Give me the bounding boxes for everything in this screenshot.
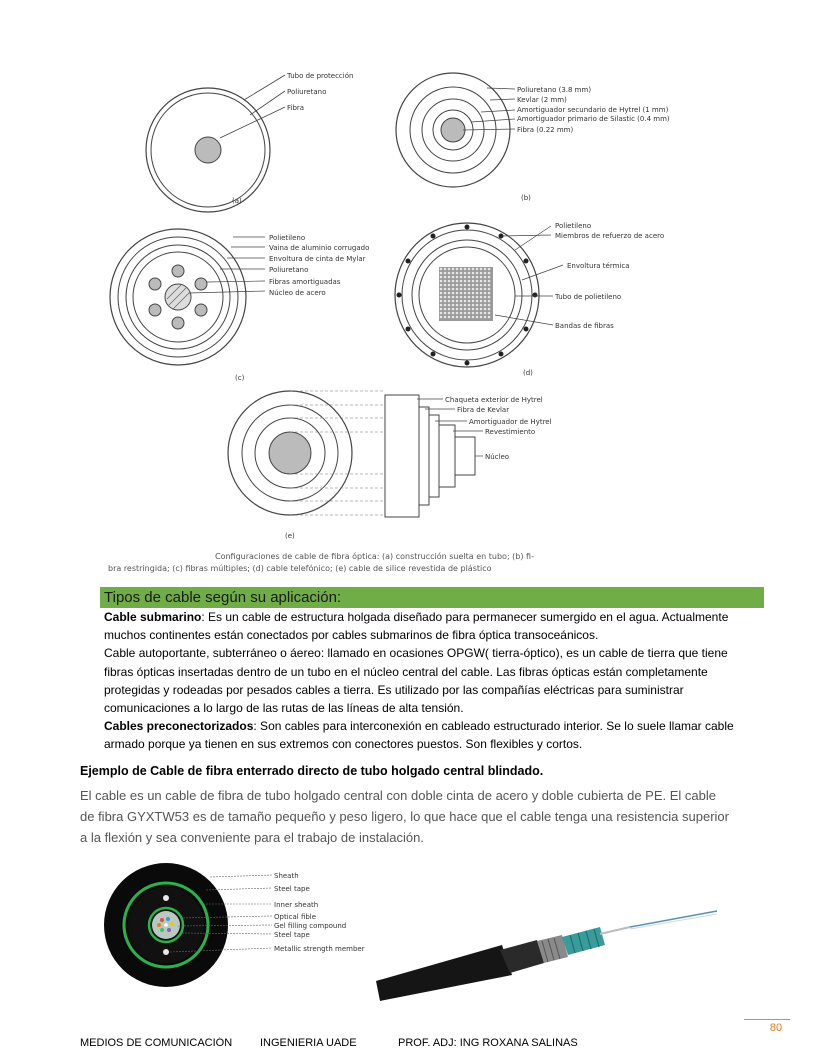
fiber-dot (484, 304, 487, 307)
fiber-dot (480, 300, 483, 303)
label-e-1: Chaqueta exterior de Hytrel (445, 396, 543, 404)
fiber-dot (440, 268, 443, 271)
label-b-5: Fibra (0.22 mm) (517, 126, 574, 134)
fiber-dot (488, 304, 491, 307)
leader-line (490, 99, 515, 100)
leader-line (481, 110, 515, 112)
term-preconectorizados: Cables preconectorizados (104, 719, 254, 734)
fiber-dot (488, 288, 491, 291)
fiber-grid (439, 267, 493, 321)
fiber-dot (488, 276, 491, 279)
fiber-dot (472, 272, 475, 275)
fiber-dot (464, 280, 467, 283)
fiber-dot (464, 276, 467, 279)
fiber-dot (452, 312, 455, 315)
fiber-dot (476, 308, 479, 311)
fiber-dot (460, 288, 463, 291)
fiber-dot (472, 280, 475, 283)
fiber-dot (440, 280, 443, 283)
fiber-core (441, 118, 465, 142)
leader-line (250, 91, 285, 115)
fiber-dot (444, 276, 447, 279)
fiber-dot (480, 296, 483, 299)
fiber-dot (452, 316, 455, 319)
fiber-dot (488, 300, 491, 303)
fiber-dot (484, 300, 487, 303)
fiber-dot (452, 304, 455, 307)
fiber-dot (440, 316, 443, 319)
fiber-dot (444, 268, 447, 271)
fiber-dot (480, 292, 483, 295)
fiber-dot (468, 316, 471, 319)
fiber-dot (464, 284, 467, 287)
photo-label: Sheath (274, 872, 299, 880)
photo-label: Optical fible (274, 913, 317, 921)
fiber-dot (456, 272, 459, 275)
paragraph-line: muchos continentes están conectados por cables submarinos de fibra óptica transoceánicos. (104, 628, 599, 643)
fiber-dot (468, 312, 471, 315)
fiber-dot (456, 312, 459, 315)
fiber-dot (468, 288, 471, 291)
photo-label: Inner sheath (274, 901, 319, 909)
fiber-dot (452, 292, 455, 295)
label-b-3: Amortiguador secundario de Hytrel (1 mm) (517, 106, 669, 114)
buffered-fiber (172, 317, 184, 329)
label-d-5: Bandas de fibras (555, 322, 614, 330)
fiber-strand (630, 914, 717, 929)
fiber-dot (448, 272, 451, 275)
fiber-dot (440, 284, 443, 287)
fiber-dot (464, 288, 467, 291)
fiber-dot (472, 288, 475, 291)
fiber-dot (456, 276, 459, 279)
paragraph-line: comunicaciones a lo largo de las rutas de las líneas de alta tensión. (104, 701, 464, 716)
fiber-dot (456, 300, 459, 303)
page-number: 80 (769, 1022, 783, 1034)
fiber-dot (488, 312, 491, 315)
buffered-fiber (195, 278, 207, 290)
photo-label: Gel filling compound (274, 922, 347, 930)
strength-member (163, 895, 169, 901)
footer-school: INGENIERIA UADE (260, 1037, 357, 1049)
fiber-dot (488, 296, 491, 299)
fiber-dot (480, 268, 483, 271)
fiber-dot (452, 296, 455, 299)
example-line: a la flexión y sea conveniente para el trabajo de instalación. (80, 830, 424, 845)
fiber-dot (464, 312, 467, 315)
fiber-dot (444, 316, 447, 319)
fiber-dot (484, 296, 487, 299)
figure-b-tight-buffered (395, 70, 725, 210)
fiber-dot (480, 276, 483, 279)
fiber-dot (440, 300, 443, 303)
leader-line (189, 291, 265, 293)
paragraph-text: : Son cables para interconexión en cableado estructurado interior. Se lo suele llamar cable (253, 719, 734, 734)
fiber-dot (444, 272, 447, 275)
fiber-dot (476, 292, 479, 295)
example-text (80, 785, 770, 848)
leader-line (503, 235, 551, 236)
fiber-dot (444, 280, 447, 283)
photo-label: Metallic strength member (274, 945, 365, 953)
fiber-dot (444, 292, 447, 295)
fiber-dot (468, 276, 471, 279)
buffered-fiber (172, 265, 184, 277)
fiber-dot (460, 280, 463, 283)
label-d-3: Envoltura térmica (567, 262, 630, 270)
figure-caption (108, 551, 668, 575)
label-b-1: Poliuretano (3.8 mm) (517, 86, 592, 94)
fiber-dot (452, 272, 455, 275)
cable-types-text (104, 608, 768, 754)
label-e-5: Núcleo (485, 453, 510, 461)
fiber-dot (456, 292, 459, 295)
label-fiber: Fibra (287, 104, 305, 112)
fiber-dot (460, 292, 463, 295)
fiber-dot (472, 308, 475, 311)
footer-professor: PROF. ADJ: ING ROXANA SALINAS (398, 1037, 578, 1049)
fiber-dot (444, 308, 447, 311)
fiber-dot (480, 272, 483, 275)
fiber-dot (444, 284, 447, 287)
figure-tag: (e) (285, 532, 295, 540)
fiber-dot (452, 268, 455, 271)
core-disc (269, 432, 311, 474)
fiber-dot (456, 316, 459, 319)
fiber-dot (460, 272, 463, 275)
fiber-dot (488, 308, 491, 311)
fiber-dot (452, 284, 455, 287)
fiber-dot (472, 300, 475, 303)
fiber-dot (472, 304, 475, 307)
paragraph-line: protegidas y rodeadas por pesados cables a tierra. Es utilizado por las compañías eléctricas para suministrar (104, 682, 684, 697)
fiber-dot (464, 272, 467, 275)
fiber-dot (468, 292, 471, 295)
fiber-dot (452, 288, 455, 291)
page-number-rule (744, 1019, 790, 1020)
fiber-dot (456, 288, 459, 291)
buffered-fiber (149, 304, 161, 316)
fiber-dot (484, 308, 487, 311)
fiber-dot (440, 276, 443, 279)
fiber-dot (460, 312, 463, 315)
label-e-4: Revestimiento (485, 428, 536, 436)
fiber-dot (484, 276, 487, 279)
paragraph-line (104, 717, 768, 735)
fiber-dot (484, 268, 487, 271)
fiber-dot (476, 284, 479, 287)
label-d-4: Tubo de polietileno (555, 293, 622, 301)
leader-line (487, 88, 515, 89)
label-b-4: Amortiguador primario de Silastic (0.4 mm) (517, 115, 670, 123)
fiber-dot (440, 312, 443, 315)
section-title: Tipos de cable según su aplicación: (100, 587, 764, 608)
fiber-dot (472, 276, 475, 279)
fiber-dot (448, 276, 451, 279)
gyxtw53-cross-section (100, 860, 390, 970)
figure-tag: (d) (523, 369, 533, 377)
fiber-dot (476, 272, 479, 275)
fiber-dot (476, 268, 479, 271)
fiber-dot (456, 280, 459, 283)
buffered-fiber (149, 278, 161, 290)
fiber-dot (488, 280, 491, 283)
fiber-dot (460, 296, 463, 299)
strength-member (163, 949, 169, 955)
fiber-dot (468, 284, 471, 287)
label-c-4: Poliuretano (269, 266, 309, 274)
leader-line (244, 75, 285, 100)
fiber-dot (476, 276, 479, 279)
fiber-dot (472, 316, 475, 319)
figure-a-loose-tube (140, 60, 380, 210)
fiber-dot (480, 284, 483, 287)
fiber-dot (488, 272, 491, 275)
fiber-dot (468, 300, 471, 303)
fiber-dot (460, 300, 463, 303)
fiber-dot (448, 292, 451, 295)
fiber-dot (440, 304, 443, 307)
label-c-6: Núcleo de acero (269, 289, 326, 297)
fiber-dot (484, 280, 487, 283)
fiber-core (195, 137, 221, 163)
outer-jacket (376, 945, 512, 1001)
paragraph-line: armado porque ya tienen en sus extremos con conectores puestos. Son flexibles y cortos. (104, 737, 583, 752)
fiber-dot (448, 268, 451, 271)
fiber-dot (440, 308, 443, 311)
fiber-dot (484, 312, 487, 315)
fiber-dot (480, 288, 483, 291)
fiber-dot (472, 312, 475, 315)
fiber-dot (456, 284, 459, 287)
fiber-dot (448, 300, 451, 303)
fiber-dot (476, 280, 479, 283)
fiber-dot (476, 288, 479, 291)
example-title: Ejemplo de Cable de fibra enterrado directo de tubo holgado central blindado. (80, 764, 544, 778)
leader-line (220, 107, 285, 138)
leader-line (463, 129, 515, 130)
fiber-dot (472, 284, 475, 287)
fiber-dot (440, 292, 443, 295)
leader-line (495, 315, 553, 325)
fiber-dot (476, 300, 479, 303)
fiber-dot (448, 280, 451, 283)
fiber-dot (464, 304, 467, 307)
fiber-dot (452, 276, 455, 279)
strength-wire (600, 927, 630, 934)
fiber-dot (448, 312, 451, 315)
example-line: de fibra GYXTW53 es de tamaño pequeño y peso ligero, lo que hace que el cable tenga una resistencia superior (80, 809, 729, 824)
fiber-dot (444, 300, 447, 303)
fiber-dot (484, 288, 487, 291)
fiber-dot (448, 296, 451, 299)
caption-line: bra restringida; (c) fibras múltiples; (d) cable telefónico; (e) cable de silice revestida de plástico (108, 564, 492, 573)
label-protection-tube: Tubo de protección (287, 72, 354, 80)
fiber-dot (456, 308, 459, 311)
fiber-dot (444, 304, 447, 307)
fiber-dot (484, 284, 487, 287)
figure-tag: (b) (521, 194, 531, 202)
label-c-5: Fibras amortiguadas (269, 278, 341, 286)
fiber-dot (448, 304, 451, 307)
fiber-dot (448, 288, 451, 291)
fiber-dot (468, 268, 471, 271)
fiber-strand (630, 911, 717, 927)
fiber-dot (480, 312, 483, 315)
fiber-dot (440, 288, 443, 291)
fiber-dot (440, 272, 443, 275)
label-d-2: Miembros de refuerzo de acero (555, 232, 665, 240)
fiber-dot (488, 316, 491, 319)
label-polyurethane: Poliuretano (287, 88, 327, 96)
label-c-1: Polietileno (269, 234, 306, 242)
fiber-dot (468, 304, 471, 307)
fiber-dot (472, 268, 475, 271)
caption-line: Configuraciones de cable de fibra óptica: (a) construcción suelta en tubo; (b) fi- (215, 552, 534, 561)
fiber-dot (452, 300, 455, 303)
fiber-dot (460, 276, 463, 279)
figure-e-plastic-clad-silica (225, 385, 585, 545)
label-e-3: Amortiguador de Hytrel (469, 418, 552, 426)
label-c-2: Vaina de aluminio corrugado (269, 244, 370, 252)
fiber-dot (444, 288, 447, 291)
fiber-dot (484, 292, 487, 295)
figure-tag: (c) (235, 374, 245, 382)
label-c-3: Envoltura de cinta de Mylar (269, 255, 366, 263)
fiber-dot (444, 296, 447, 299)
photo-label: Steel tape (274, 885, 310, 893)
fiber-dot (488, 284, 491, 287)
fiber-dot (464, 308, 467, 311)
example-line: El cable es un cable de fibra de tubo holgado central con doble cinta de acero y doble cubierta de PE. El cable (80, 788, 716, 803)
page-footer (80, 1037, 680, 1056)
fiber-dot (468, 296, 471, 299)
leader-line (207, 281, 265, 282)
fiber-dot (452, 308, 455, 311)
fiber-dot (476, 316, 479, 319)
fiber-dot (456, 296, 459, 299)
paragraph-line: Cable autoportante, subterráneo o áereo: llamado en ocasiones OPGW( tierra-óptico), es un cable de tierra que tiene (104, 646, 728, 661)
fiber-dot (480, 304, 483, 307)
fiber-dot (464, 300, 467, 303)
fiber-dot (476, 312, 479, 315)
fiber-dot (480, 316, 483, 319)
fiber-dot (448, 284, 451, 287)
fiber-dot (460, 316, 463, 319)
label-b-2: Kevlar (2 mm) (517, 96, 567, 104)
fiber-dot (484, 316, 487, 319)
footer-course: MEDIOS DE COMUNICACIÓN (80, 1037, 233, 1049)
label-d-1: Polietileno (555, 222, 592, 230)
fiber-dot (480, 308, 483, 311)
fiber-dot (468, 272, 471, 275)
fiber-dot (448, 316, 451, 319)
fiber-dot (488, 292, 491, 295)
buffered-fiber (195, 304, 207, 316)
fiber-dot (472, 296, 475, 299)
paragraph-line (104, 608, 768, 626)
fiber-dot (456, 268, 459, 271)
fiber-dot (464, 292, 467, 295)
fiber-dot (488, 268, 491, 271)
fiber-dot (464, 296, 467, 299)
fiber-dot (440, 296, 443, 299)
term-submarino: Cable submarino (104, 610, 202, 624)
photo-label: Steel tape (274, 931, 310, 939)
fiber-dot (480, 280, 483, 283)
fiber-dot (460, 284, 463, 287)
label-e-2: Fibra de Kevlar (457, 406, 510, 414)
fiber-dot (452, 280, 455, 283)
fiber-dot (468, 308, 471, 311)
leader-line (515, 226, 551, 250)
fiber-dot (472, 292, 475, 295)
fiber-dot (476, 296, 479, 299)
fiber-dot (448, 308, 451, 311)
paragraph-line: fibras ópticas insertadas dentro de un tubo en el núcleo central del cable. Las fibras ópticas están completamente (104, 664, 708, 679)
fiber-dot (460, 268, 463, 271)
leader-line (471, 119, 515, 122)
fiber-dot (476, 304, 479, 307)
fiber-dot (464, 268, 467, 271)
figure-tag: (a) (232, 197, 242, 205)
armored-cable-photo (372, 905, 732, 1005)
fiber-dot (460, 304, 463, 307)
paragraph-text: : Es un cable de estructura holgada diseñado para permanecer sumergido en el agua. Actualmente (201, 610, 729, 624)
fiber-dot (444, 312, 447, 315)
fiber-dot (464, 316, 467, 319)
fiber-dot (468, 280, 471, 283)
figure-d-telephone-cable (395, 210, 705, 380)
fiber-dot (460, 308, 463, 311)
fiber-dot (456, 304, 459, 307)
figure-c-multiple-fibers (105, 225, 405, 385)
fiber-dot (484, 272, 487, 275)
